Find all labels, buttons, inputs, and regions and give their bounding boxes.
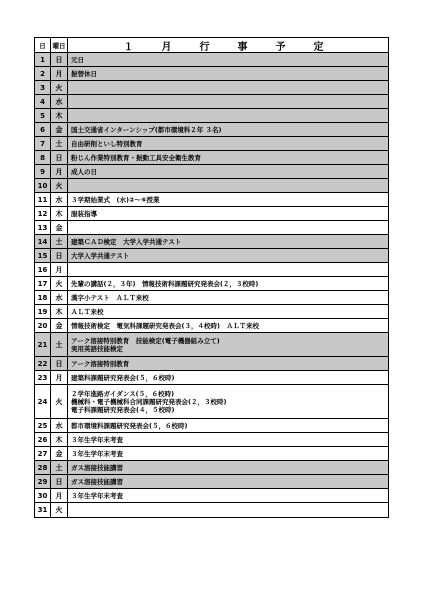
table-row (35, 53, 388, 67)
events-cell (68, 503, 388, 517)
events-cell (68, 447, 388, 460)
event-text: ＡＬＴ来校 (71, 307, 104, 316)
event-text: 先輩の講話(２，３年) 情報技術科課題研究発表会(２，３校時) (71, 279, 259, 288)
day-number: 18 (35, 291, 51, 304)
event-text: 漢字小テスト ＡＬＴ来校 (71, 293, 149, 302)
day-column-header: 日 (35, 38, 51, 52)
weekday: 日 (51, 357, 68, 370)
events-cell (68, 193, 388, 206)
page-title: １ 月 行 事 予 定 (123, 41, 333, 53)
weekday: 金 (51, 221, 68, 234)
event-text: 成人の日 (71, 167, 97, 176)
event-text: 建築科課題研究発表会(５，６校時) (71, 373, 175, 382)
events-cell (68, 207, 388, 220)
events-cell (68, 385, 388, 418)
weekday: 水 (51, 419, 68, 432)
events-cell (68, 249, 388, 262)
event-text: 元日 (71, 55, 84, 64)
events-cell (68, 319, 388, 332)
event-text: 実用英語技能検定 (71, 344, 123, 353)
day-number: 8 (35, 151, 51, 164)
table-row (35, 165, 388, 179)
weekday: 土 (51, 333, 68, 356)
table-row (35, 305, 388, 319)
table-row (35, 385, 388, 419)
event-text: 電子科課題研究発表会(４，５校時) (71, 405, 175, 414)
weekday: 月 (51, 371, 68, 384)
day-number: 4 (35, 95, 51, 108)
day-number: 1 (35, 53, 51, 66)
events-cell (68, 277, 388, 290)
event-text: ２学年進路ガイダンス(５，６校時) (71, 389, 175, 398)
events-cell (68, 137, 388, 150)
events-cell (68, 475, 388, 488)
day-number: 31 (35, 503, 51, 517)
events-cell (68, 151, 388, 164)
table-row (35, 433, 388, 447)
event-text: ３年生学年末考査 (71, 449, 123, 458)
table-row (35, 193, 388, 207)
table-row (35, 319, 388, 333)
weekday: 木 (51, 207, 68, 220)
event-text: 都市環境科課題研究発表会(５，６校時) (71, 421, 188, 430)
day-number: 9 (35, 165, 51, 178)
events-cell (68, 333, 388, 356)
weekday: 火 (51, 81, 68, 94)
table-row (35, 221, 388, 235)
events-cell (68, 81, 388, 94)
events-cell (68, 235, 388, 248)
event-text: ガス溶接技能講習 (71, 463, 123, 472)
weekday: 日 (51, 475, 68, 488)
day-number: 30 (35, 489, 51, 502)
table-row (35, 207, 388, 221)
table-row (35, 67, 388, 81)
schedule-table (34, 37, 389, 518)
weekday: 月 (51, 489, 68, 502)
table-row (35, 137, 388, 151)
table-row (35, 263, 388, 277)
weekday: 日 (51, 151, 68, 164)
day-number: 25 (35, 419, 51, 432)
weekday: 土 (51, 137, 68, 150)
events-cell (68, 305, 388, 318)
event-text: 国土交通省インターンシップ(都市環境科２年 ３名) (71, 125, 222, 134)
table-row (35, 447, 388, 461)
table-row (35, 475, 388, 489)
event-text: ３学期始業式 (水)②～⑥授業 (71, 195, 160, 204)
weekday: 水 (51, 95, 68, 108)
events-cell (68, 461, 388, 474)
day-number: 10 (35, 179, 51, 192)
event-text: 粉じん作業特別教育・振動工具安全衛生教育 (71, 153, 201, 162)
day-number: 19 (35, 305, 51, 318)
weekday: 土 (51, 461, 68, 474)
event-text: 建築ＣＡＤ検定 大学入学共通テスト (71, 237, 182, 246)
events-cell (68, 357, 388, 370)
events-cell (68, 221, 388, 234)
weekday: 火 (51, 503, 68, 517)
weekday: 金 (51, 319, 68, 332)
table-header (35, 38, 388, 53)
event-text: 機械科・電子機械科合同課題研究発表会(２，３校時) (71, 397, 227, 406)
day-number: 17 (35, 277, 51, 290)
day-number: 28 (35, 461, 51, 474)
events-cell (68, 489, 388, 502)
weekday: 水 (51, 291, 68, 304)
events-cell (68, 67, 388, 80)
event-text: ３年生学年末考査 (71, 435, 123, 444)
day-number: 12 (35, 207, 51, 220)
schedule-rows (35, 53, 388, 517)
weekday: 水 (51, 193, 68, 206)
events-cell (68, 433, 388, 446)
day-number: 16 (35, 263, 51, 276)
events-cell (68, 95, 388, 108)
weekday: 金 (51, 123, 68, 136)
event-text: アーク溶接特別教育 (71, 359, 130, 368)
weekday: 木 (51, 109, 68, 122)
weekday: 月 (51, 165, 68, 178)
events-cell (68, 179, 388, 192)
day-number: 11 (35, 193, 51, 206)
events-cell (68, 419, 388, 432)
day-number: 27 (35, 447, 51, 460)
day-number: 7 (35, 137, 51, 150)
table-row (35, 277, 388, 291)
event-text: 自由研削といし特別教育 (71, 139, 143, 148)
table-row (35, 333, 388, 357)
table-row (35, 419, 388, 433)
day-number: 14 (35, 235, 51, 248)
table-row (35, 179, 388, 193)
event-text: 情報技術検定 電気科課題研究発表会(３，４校時) ＡＬＴ来校 (71, 321, 259, 330)
table-row (35, 123, 388, 137)
weekday: 日 (51, 249, 68, 262)
day-number: 22 (35, 357, 51, 370)
weekday: 火 (51, 179, 68, 192)
events-cell (68, 291, 388, 304)
events-cell (68, 371, 388, 384)
day-number: 20 (35, 319, 51, 332)
weekday: 木 (51, 305, 68, 318)
day-number: 29 (35, 475, 51, 488)
day-number: 15 (35, 249, 51, 262)
events-cell (68, 165, 388, 178)
table-row (35, 461, 388, 475)
event-text: ガス溶接技能講習 (71, 477, 123, 486)
event-text: 服装指導 (71, 209, 97, 218)
table-row (35, 291, 388, 305)
events-cell (68, 109, 388, 122)
table-row (35, 357, 388, 371)
table-row (35, 371, 388, 385)
weekday: 土 (51, 235, 68, 248)
table-row (35, 235, 388, 249)
weekday: 火 (51, 385, 68, 418)
weekday: 火 (51, 277, 68, 290)
day-number: 2 (35, 67, 51, 80)
weekday: 金 (51, 447, 68, 460)
event-text: アーク溶接特別教育 技能検定(電子機器組み立て) (71, 336, 220, 345)
table-row (35, 81, 388, 95)
day-number: 13 (35, 221, 51, 234)
day-number: 3 (35, 81, 51, 94)
events-cell (68, 53, 388, 66)
table-row (35, 151, 388, 165)
day-number: 24 (35, 385, 51, 418)
events-cell (68, 263, 388, 276)
event-text: ３年生学年末考査 (71, 491, 123, 500)
event-text: 振替休日 (71, 69, 97, 78)
weekday: 月 (51, 263, 68, 276)
day-number: 21 (35, 333, 51, 356)
events-cell (68, 123, 388, 136)
day-number: 5 (35, 109, 51, 122)
day-number: 6 (35, 123, 51, 136)
weekday: 月 (51, 67, 68, 80)
table-row (35, 503, 388, 517)
weekday-column-header: 曜日 (51, 38, 68, 52)
day-number: 23 (35, 371, 51, 384)
day-number: 26 (35, 433, 51, 446)
event-text: 大学入学共通テスト (71, 251, 130, 260)
table-row (35, 109, 388, 123)
weekday: 日 (51, 53, 68, 66)
table-row (35, 489, 388, 503)
weekday: 木 (51, 433, 68, 446)
table-row (35, 249, 388, 263)
table-row (35, 95, 388, 109)
